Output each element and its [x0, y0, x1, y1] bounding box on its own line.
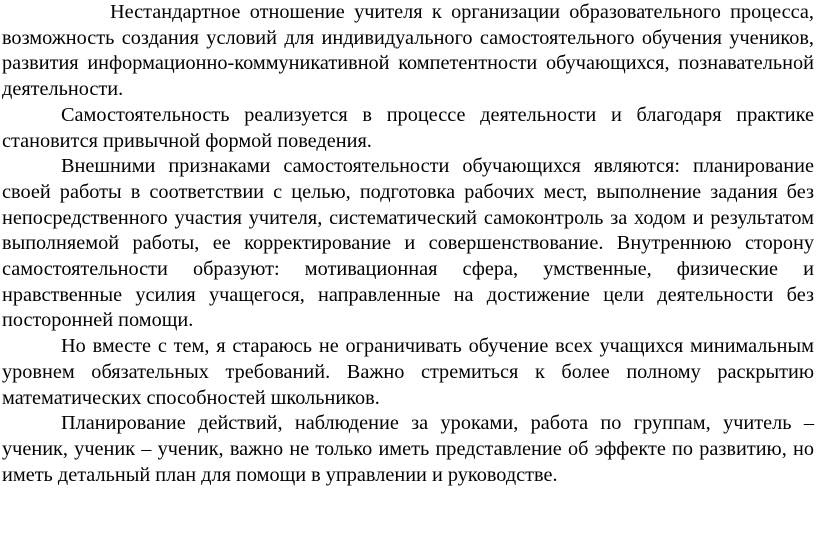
paragraph-teacher-approach: Нестандартное отношение учителя к организации образовательного процесса, возможность создания условий для индивидуального самостоятельного обучения учеников, развития информационно-коммуникативной компетентности обучающихся, познавательной деятельности.: [2, 1, 814, 101]
paragraph-planning: Планирование действий, наблюдение за уроками, работа по группам, учитель – ученик, ученик – ученик, важно не только иметь представление об эффекте по развитию, но иметь детальный план для помощи в управлении и руководстве.: [2, 412, 814, 486]
paragraph-signs-of-independence: Внешними признаками самостоятельности обучающихся являются: планирование своей работы в соответствии с целью, подготовка рабочих мест, выполнение задания без непосредственного участия учителя, систематический самоконтроль за ходом и результатом выполняемой работы, ее корректирование и совершенствование. Внутреннюю сторону самостоятельности образуют: мотивационная сфера, умственные, физические и нравственные усилия учащегося, направленные на достижение цели деятельности без посторонней помощи.: [2, 155, 814, 332]
paragraph-requirements: Но вместе с тем, я стараюсь не ограничивать обучение всех учащихся минимальным уровнем обязательных требований. Важно стремиться к более полному раскрытию математических способностей школьников.: [2, 335, 814, 409]
paragraph-independence: Самостоятельность реализуется в процессе деятельности и благодаря практике становится привычной формой поведения.: [2, 103, 814, 152]
